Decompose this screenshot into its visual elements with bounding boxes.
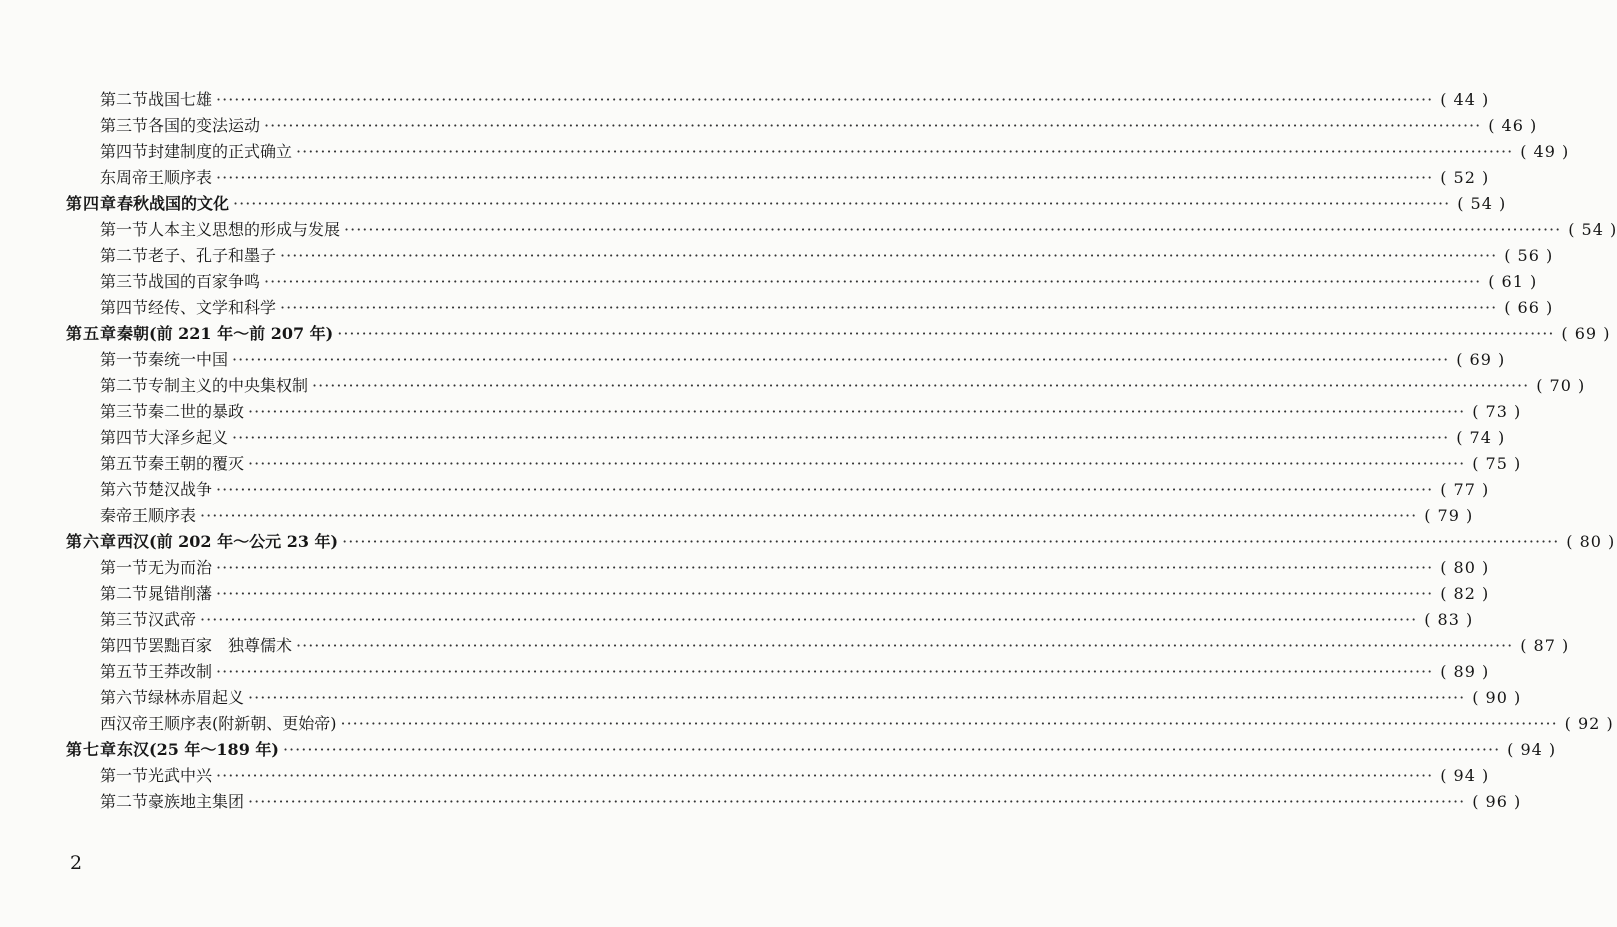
toc-section-row	[66, 763, 1490, 789]
toc-entry-number: 第一节	[100, 220, 149, 239]
dot-leader: ········································································································································································································	[296, 636, 1514, 655]
dot-leader: ········································································································································································································	[248, 792, 1466, 811]
toc-page-ref: ( 94 )	[1440, 766, 1490, 785]
toc-page-ref: ( 61 )	[1488, 272, 1538, 291]
toc-page-ref: ( 56 )	[1504, 246, 1554, 265]
toc-page-ref: ( 80 )	[1566, 532, 1616, 551]
toc-entry-title: 汉武帝	[148, 610, 197, 629]
toc-page-ref: ( 74 )	[1456, 428, 1506, 447]
toc-chapter-row	[66, 737, 1557, 763]
toc-entry-number: 第四节	[100, 428, 149, 447]
toc-section-row	[66, 217, 1617, 243]
toc-page-ref: ( 46 )	[1488, 116, 1538, 135]
toc-entry-title: 晁错削藩	[148, 584, 213, 603]
toc-section-row	[66, 685, 1522, 711]
dot-leader: ········································································································································································································	[264, 116, 1482, 135]
toc-section-row	[66, 659, 1490, 685]
toc-section-row	[66, 477, 1490, 503]
toc-entry-title: 东汉(25 年～189 年)	[117, 740, 279, 759]
toc-entry-number: 第三节	[100, 610, 149, 629]
dot-leader: ········································································································································································································	[280, 298, 1498, 317]
toc-entry-title: 战国的百家争鸣	[148, 272, 261, 291]
dot-leader: ········································································································································································································	[264, 272, 1482, 291]
toc-entry-number: 第四节	[100, 142, 149, 161]
toc-page-ref: ( 89 )	[1440, 662, 1490, 681]
toc-entry-number: 第四章	[66, 194, 118, 213]
dot-leader: ········································································································································································································	[216, 558, 1434, 577]
toc-entry-title: 王莽改制	[148, 662, 213, 681]
toc-entry-number: 第六章	[66, 532, 118, 551]
table-of-contents	[66, 87, 1617, 815]
dot-leader: ········································································································································································································	[337, 324, 1555, 343]
toc-page-ref: ( 87 )	[1520, 636, 1570, 655]
dot-leader: ········································································································································································································	[248, 402, 1466, 421]
toc-entry-title: 秦朝(前 221 年～前 207 年)	[117, 324, 334, 343]
toc-entry-title: 罢黜百家 独尊儒术	[148, 636, 293, 655]
dot-leader: ········································································································································································································	[342, 532, 1560, 551]
dot-leader: ········································································································································································································	[216, 90, 1434, 109]
toc-entry-title: 春秋战国的文化	[117, 194, 230, 213]
toc-entry-number: 第一节	[100, 558, 149, 577]
toc-section-row	[66, 269, 1538, 295]
toc-page-ref: ( 90 )	[1472, 688, 1522, 707]
toc-chapter-row	[66, 529, 1616, 555]
toc-chapter-row	[66, 191, 1507, 217]
dot-leader: ········································································································································································································	[248, 688, 1466, 707]
toc-page-ref: ( 77 )	[1440, 480, 1490, 499]
toc-entry-number: 第六节	[100, 688, 149, 707]
toc-entry-title: 秦王朝的覆灭	[148, 454, 245, 473]
dot-leader: ········································································································································································································	[280, 246, 1498, 265]
toc-entry-title: 西汉帝王顺序表(附新朝、更始帝)	[100, 714, 337, 733]
toc-page-ref: ( 66 )	[1504, 298, 1554, 317]
toc-section-row	[66, 347, 1506, 373]
dot-leader: ········································································································································································································	[312, 376, 1530, 395]
toc-entry-number: 第五节	[100, 662, 149, 681]
toc-section-row	[66, 295, 1554, 321]
dot-leader: ········································································································································································································	[232, 428, 1450, 447]
toc-section-row	[66, 113, 1538, 139]
toc-entry-title: 东周帝王顺序表	[100, 168, 213, 187]
toc-section-row	[66, 243, 1554, 269]
toc-page-ref: ( 92 )	[1564, 714, 1614, 733]
toc-page-ref: ( 73 )	[1472, 402, 1522, 421]
toc-entry-number: 第二节	[100, 584, 149, 603]
toc-table-row	[66, 503, 1474, 529]
toc-page-ref: ( 79 )	[1424, 506, 1474, 525]
toc-entry-number: 第五节	[100, 454, 149, 473]
dot-leader: ········································································································································································································	[282, 740, 1501, 759]
toc-entry-title: 豪族地主集团	[148, 792, 245, 811]
toc-section-row	[66, 399, 1522, 425]
toc-section-row	[66, 555, 1490, 581]
dot-leader: ········································································································································································································	[200, 506, 1418, 525]
dot-leader: ········································································································································································································	[216, 168, 1434, 187]
toc-entry-title: 大泽乡起义	[148, 428, 229, 447]
toc-table-row	[66, 711, 1614, 737]
toc-section-row	[66, 373, 1586, 399]
toc-chapter-row	[66, 321, 1611, 347]
toc-entry-number: 第六节	[100, 480, 149, 499]
toc-entry-title: 经传、文学和科学	[148, 298, 277, 317]
toc-page-ref: ( 82 )	[1440, 584, 1490, 603]
toc-page-ref: ( 96 )	[1472, 792, 1522, 811]
toc-entry-title: 秦二世的暴政	[148, 402, 245, 421]
dot-leader: ········································································································································································································	[344, 220, 1562, 239]
dot-leader: ········································································································································································································	[200, 610, 1418, 629]
toc-entry-title: 光武中兴	[148, 766, 213, 785]
toc-entry-title: 秦帝王顺序表	[100, 506, 197, 525]
dot-leader: ········································································································································································································	[233, 194, 1451, 213]
toc-entry-number: 第二节	[100, 90, 149, 109]
toc-page-ref: ( 70 )	[1536, 376, 1586, 395]
toc-page-ref: ( 83 )	[1424, 610, 1474, 629]
toc-page-ref: ( 80 )	[1440, 558, 1490, 577]
toc-entry-title: 各国的变法运动	[148, 116, 261, 135]
toc-page-ref: ( 69 )	[1561, 324, 1611, 343]
toc-entry-title: 专制主义的中央集权制	[148, 376, 309, 395]
dot-leader: ········································································································································································································	[340, 714, 1558, 733]
dot-leader: ········································································································································································································	[216, 766, 1434, 785]
toc-page-ref: ( 54 )	[1457, 194, 1507, 213]
dot-leader: ········································································································································································································	[232, 350, 1450, 369]
toc-entry-title: 人本主义思想的形成与发展	[148, 220, 341, 239]
toc-entry-number: 第三节	[100, 272, 149, 291]
toc-entry-number: 第二节	[100, 792, 149, 811]
toc-entry-title: 老子、孔子和墨子	[148, 246, 277, 265]
toc-entry-number: 第四节	[100, 298, 149, 317]
toc-section-row	[66, 87, 1490, 113]
toc-entry-number: 第二节	[100, 246, 149, 265]
toc-page-ref: ( 94 )	[1507, 740, 1557, 759]
dot-leader: ········································································································································································································	[296, 142, 1514, 161]
toc-page-ref: ( 75 )	[1472, 454, 1522, 473]
toc-entry-number: 第一节	[100, 350, 149, 369]
toc-entry-number: 第三节	[100, 116, 149, 135]
toc-entry-title: 西汉(前 202 年～公元 23 年)	[117, 532, 339, 551]
dot-leader: ········································································································································································································	[216, 584, 1434, 603]
toc-entry-number: 第二节	[100, 376, 149, 395]
page-number: 2	[70, 852, 83, 874]
toc-page-ref: ( 69 )	[1456, 350, 1506, 369]
toc-section-row	[66, 633, 1570, 659]
toc-entry-title: 楚汉战争	[148, 480, 213, 499]
dot-leader: ········································································································································································································	[248, 454, 1466, 473]
toc-entry-title: 秦统一中国	[148, 350, 229, 369]
toc-entry-title: 绿林赤眉起义	[148, 688, 245, 707]
toc-section-row	[66, 581, 1490, 607]
toc-section-row	[66, 425, 1506, 451]
toc-entry-number: 第七章	[66, 740, 118, 759]
toc-entry-number: 第三节	[100, 402, 149, 421]
toc-section-row	[66, 607, 1474, 633]
toc-page-ref: ( 49 )	[1520, 142, 1570, 161]
toc-entry-number: 第五章	[66, 324, 118, 343]
toc-page-ref: ( 44 )	[1440, 90, 1490, 109]
toc-page-ref: ( 52 )	[1440, 168, 1490, 187]
toc-entry-number: 第一节	[100, 766, 149, 785]
dot-leader: ········································································································································································································	[216, 662, 1434, 681]
toc-entry-title: 无为而治	[148, 558, 213, 577]
toc-page-ref: ( 54 )	[1568, 220, 1617, 239]
dot-leader: ········································································································································································································	[216, 480, 1434, 499]
toc-table-row	[66, 165, 1490, 191]
toc-entry-title: 封建制度的正式确立	[148, 142, 293, 161]
toc-section-row	[66, 451, 1522, 477]
toc-section-row	[66, 789, 1522, 815]
toc-entry-title: 战国七雄	[148, 90, 213, 109]
toc-section-row	[66, 139, 1570, 165]
toc-entry-number: 第四节	[100, 636, 149, 655]
